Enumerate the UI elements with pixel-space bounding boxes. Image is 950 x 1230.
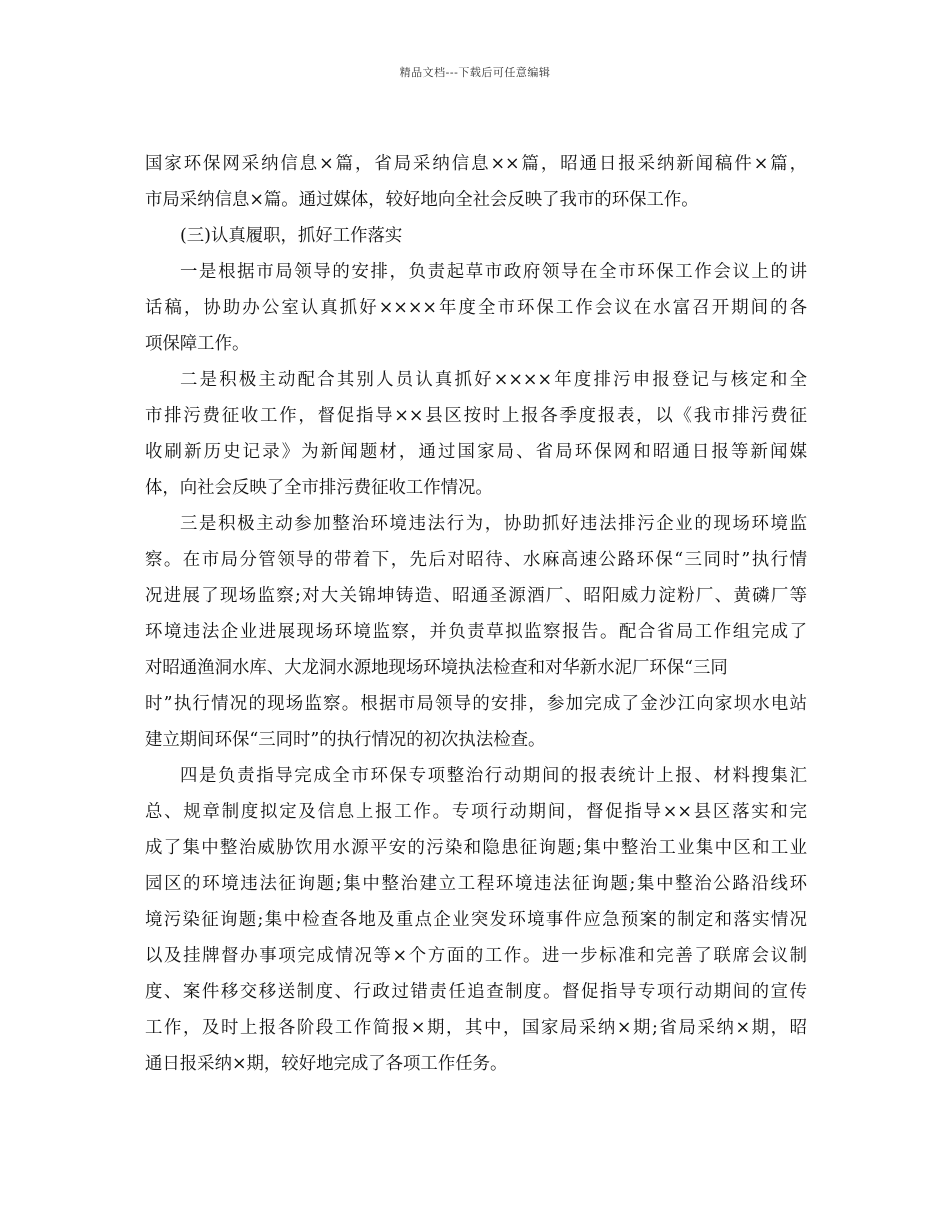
text-line: 市排污费征收工作，督促指导××县区按时上报各季度报表，以《我市排污费征 bbox=[145, 406, 807, 426]
text-line: 工作，及时上报各阶段工作简报×期，其中，国家局采纳×期;省局采纳×期，昭 bbox=[145, 1018, 807, 1038]
text-line: 以及挂牌督办事项完成情况等×个方面的工作。进一步标准和完善了联席会议制 bbox=[145, 946, 807, 966]
text-line: 时”执行情况的现场监察。根据市局领导的安排，参加完成了金沙江向家坝水电站 bbox=[145, 694, 807, 714]
text-line: 总、规章制度拟定及信息上报工作。专项行动期间，督促指导××县区落实和完 bbox=[145, 802, 807, 822]
text-line: 三是积极主动参加整治环境违法行为，协助抓好违法排污企业的现场环境监 bbox=[180, 514, 807, 534]
text-line: 察。在市局分管领导的带着下，先后对昭待、水麻高速公路环保“三同时”执行情 bbox=[145, 550, 807, 570]
text-line: 一是根据市局领导的安排，负责起草市政府领导在全市环保工作会议上的讲 bbox=[180, 262, 807, 282]
text-line: 环境违法企业进展现场环境监察，并负责草拟监察报告。配合省局工作组完成了 bbox=[145, 622, 807, 642]
text-line: 对昭通渔洞水库、大龙洞水源地现场环境执法检查和对华新水泥厂环保“三同 bbox=[145, 658, 728, 678]
document-body bbox=[145, 146, 807, 1082]
text-line: 况进展了现场监察;对大关锦坤铸造、昭通圣源酒厂、昭阳威力淀粉厂、黄磷厂等 bbox=[145, 586, 807, 606]
text-line: (三)认真履职，抓好工作落实 bbox=[180, 226, 403, 246]
page-header: 精品文档---下载后可任意编辑 bbox=[399, 66, 551, 79]
text-line: 园区的环境违法征询题;集中整治建立工程环境违法征询题;集中整治公路沿线环 bbox=[145, 874, 807, 894]
text-line: 项保障工作。 bbox=[145, 334, 250, 354]
text-line: 四是负责指导完成全市环保专项整治行动期间的报表统计上报、材料搜集汇 bbox=[180, 766, 807, 786]
text-line: 度、案件移交移送制度、行政过错责任追查制度。督促指导专项行动期间的宣传 bbox=[145, 982, 807, 1002]
text-line: 话稿，协助办公室认真抓好××××年度全市环保工作会议在水富召开期间的各 bbox=[145, 298, 807, 318]
text-line: 收刷新历史记录》为新闻题材，通过国家局、省局环保网和昭通日报等新闻媒 bbox=[145, 442, 807, 462]
text-line: 国家环保网采纳信息×篇，省局采纳信息××篇，昭通日报采纳新闻稿件×篇， bbox=[145, 154, 807, 174]
text-line: 建立期间环保“三同时”的执行情况的初次执法检查。 bbox=[145, 730, 546, 750]
text-line: 体，向社会反映了全市排污费征收工作情况。 bbox=[145, 478, 493, 498]
text-line: 通日报采纳×期，较好地完成了各项工作任务。 bbox=[145, 1054, 508, 1074]
text-line: 市局采纳信息×篇。通过媒体，较好地向全社会反映了我市的环保工作。 bbox=[145, 190, 699, 210]
text-line: 二是积极主动配合其别人员认真抓好××××年度排污申报登记与核定和全 bbox=[180, 370, 807, 390]
text-line: 境污染征询题;集中检查各地及重点企业突发环境事件应急预案的制定和落实情况 bbox=[145, 910, 807, 930]
text-line: 成了集中整治威胁饮用水源平安的污染和隐患征询题;集中整治工业集中区和工业 bbox=[145, 838, 807, 858]
